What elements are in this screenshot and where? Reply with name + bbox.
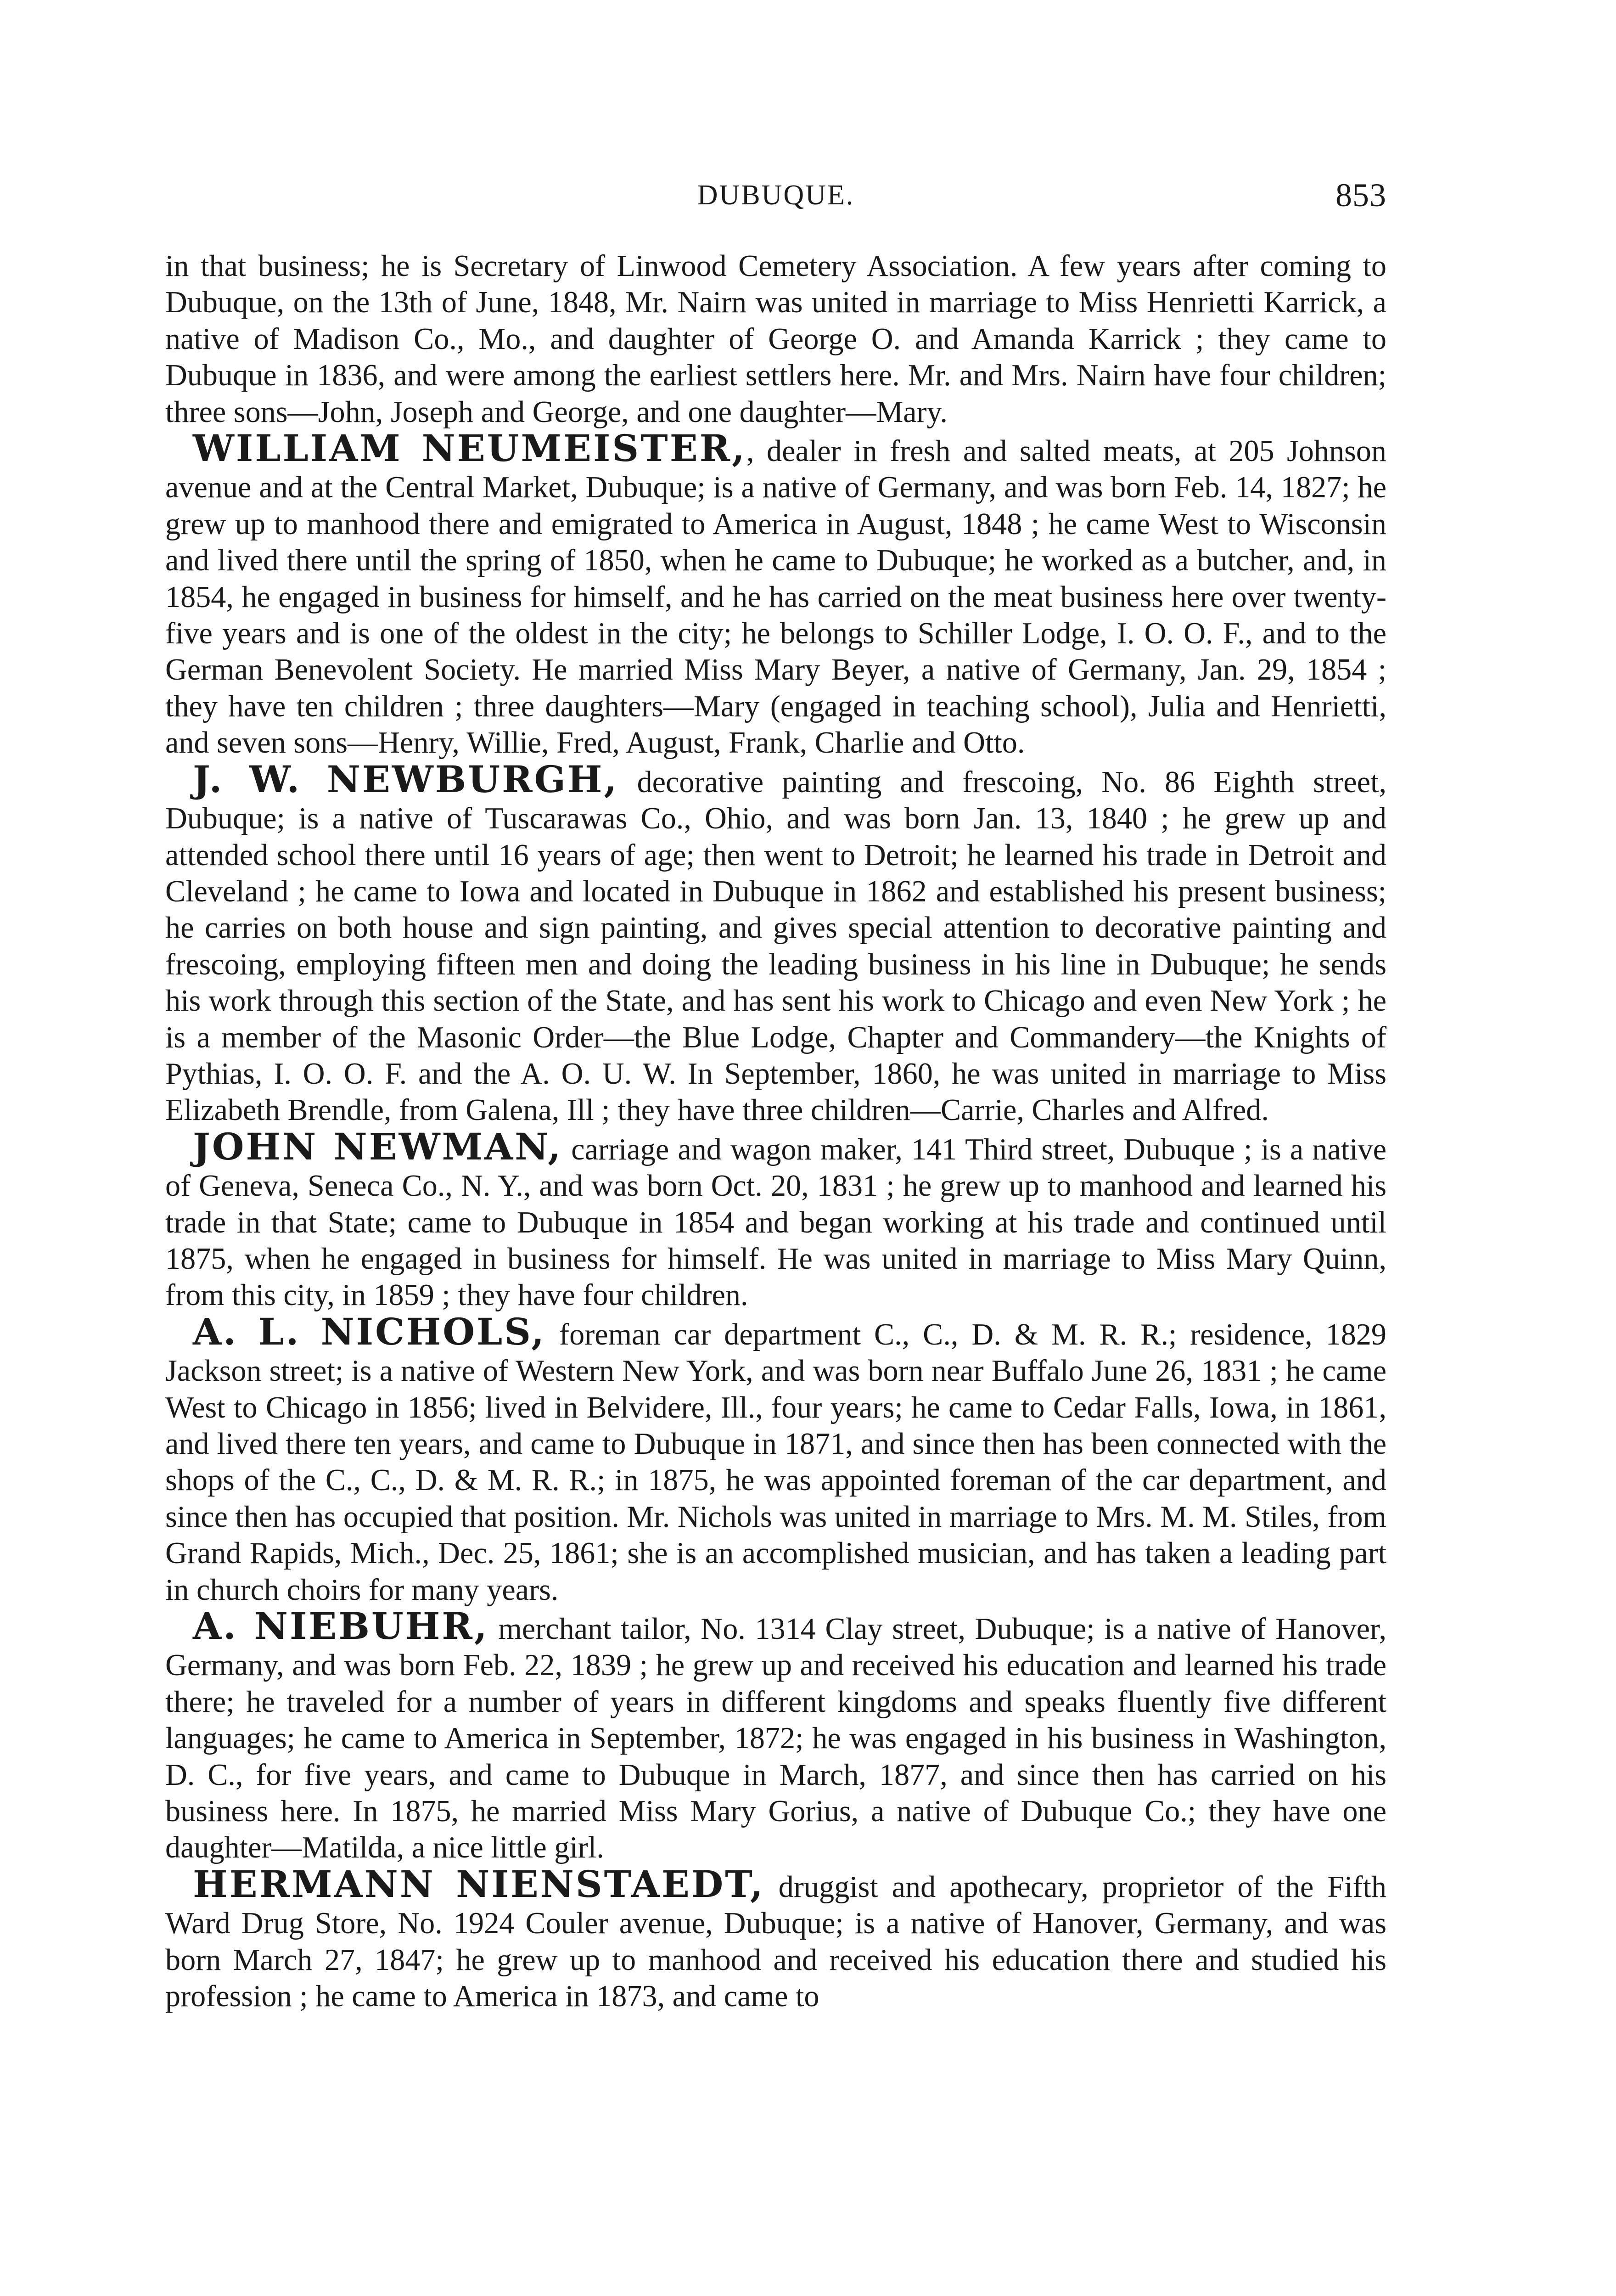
entry-name: JOHN NEWMAN, [193, 1125, 563, 1168]
page-number: 853 [1335, 179, 1386, 214]
entry-name: WILLIAM NEUMEISTER, [193, 427, 747, 470]
entry-text: merchant tailor, No. 1314 Clay street, Dubuque; is a native of Hanover, Germany, and was born Feb. 22, 1839 ; he grew up and received his education and learned his trade there; he traveled for a number of years in different kingdoms and speaks fluently five different languages; he came to America in September, 1872; he was engaged in his business in Washington, D. C., for five years, and came to Dubuque in March, 1877, and since then has carried on his business here. In 1875, he married Miss Mary Gorius, a native of Dubuque Co.; they have one daughter—Matilda, a nice little girl. [165, 1612, 1386, 1865]
running-head [165, 179, 1386, 248]
entry-text: carriage and wagon maker, 141 Third street, Dubuque ; is a native of Geneva, Seneca Co., N. Y., and was born Oct. 20, 1831 ; he grew up to manhood and learned his trade in that State; came to Dubuque in 1854 and began working at his trade and continued until 1875, when he engaged in business for himself. He was united in marriage to Miss Mary Quinn, from this city, in 1859 ; they have four children. [165, 1132, 1386, 1312]
biography-entry-nienstaedt [165, 1862, 1386, 2015]
entry-text: , dealer in fresh and salted meats, at 205 Johnson avenue and at the Central Market, Dubuque; is a native of Germany, and was born Feb. 14, 1827; he grew up to manhood there and emigrated to America in August, 1848 ; he came West to Wisconsin and lived there until the spring of 1850, when he came to Dubuque; he worked as a butcher, and, in 1854, he engaged in business for himself, and he has carried on the meat business here over twenty-five years and is one of the oldest in the city; he belongs to Schiller Lodge, I. O. O. F., and to the German Benevolent Society. He married Miss Mary Beyer, a native of Germany, Jan. 29, 1854 ; they have ten children ; three daughters—Mary (engaged in teaching school), Julia and Henrietti, and seven sons—Henry, Willie, Fred, August, Frank, Charlie and Otto. [165, 434, 1386, 760]
biography-entry-nichols [165, 1310, 1386, 1608]
page-body [165, 248, 1386, 2015]
entry-name: J. W. NEWBURGH, [193, 757, 619, 801]
entry-text: foreman car department C., C., D. & M. R. R.; residence, 1829 Jackson street; is a native of Western New York, and was born near Buffalo June 26, 1831 ; he came West to Chicago in 1856; lived in Belvidere, Ill., four years; he came to Cedar Falls, Iowa, in 1861, and lived there ten years, and came to Dubuque in 1871, and since then has been connected with the shops of the C., C., D. & M. R. R.; in 1875, he was appointed foreman of the car department, and since then has occupied that position. Mr. Nichols was united in marriage to Mrs. M. M. Stiles, from Grand Rapids, Mich., Dec. 25, 1861; she is an accomplished musician, and has taken a leading part in church choirs for many years. [165, 1317, 1386, 1607]
entry-text: decorative painting and frescoing, No. 86 Eighth street, Dubuque; is a native of Tuscarawas Co., Ohio, and was born Jan. 13, 1840 ; he grew up and attended school there until 16 years of age; then went to Detroit; he learned his trade in Detroit and Cleveland ; he came to Iowa and located in Dubuque in 1862 and established his present business; he carries on both house and sign painting, and gives special attention to decorative painting and frescoing, employing fifteen men and doing the leading business in his line in Dubuque; he sends his work through this section of the State, and has sent his work to Chicago and even New York ; he is a member of the Masonic Order—the Blue Lodge, Chapter and Commandery—the Knights of Pythias, I. O. O. F. and the A. O. U. W. In September, 1860, he was united in marriage to Miss Elizabeth Brendle, from Galena, Ill ; they have three children—Carrie, Charles and Alfred. [165, 765, 1386, 1127]
entry-text: druggist and apothecary, proprietor of the Fifth Ward Drug Store, No. 1924 Couler avenue, Dubuque; is a native of Hanover, Germany, and was born March 27, 1847; he grew up to manhood and received his education there and studied his profession ; he came to America in 1873, and came to [165, 1870, 1386, 2014]
biography-entry-niebuhr [165, 1604, 1386, 1866]
running-title: DUBUQUE. [697, 180, 855, 211]
biography-entry-newman [165, 1125, 1386, 1314]
book-page [165, 179, 1386, 2296]
entry-name: HERMANN NIENSTAEDT, [193, 1862, 765, 1906]
entry-name: A. L. NICHOLS, [193, 1310, 546, 1353]
continuation-paragraph: in that business; he is Secretary of Linwood Cemetery Association. A few years after coming to Dubuque, on the 13th of June, 1848, Mr. Nairn was united in marriage to Miss Henrietti Karrick, a native of Madison Co., Mo., and daughter of George O. and Amanda Karrick ; they came to Dubuque in 1836, and were among the earliest settlers here. Mr. and Mrs. Nairn have four children; three sons—John, Joseph and George, and one daughter—Mary. [165, 249, 1386, 429]
biography-entry-newburgh [165, 757, 1386, 1129]
biography-entry-neumeister [165, 427, 1386, 761]
entry-name: A. NIEBUHR, [193, 1604, 489, 1648]
